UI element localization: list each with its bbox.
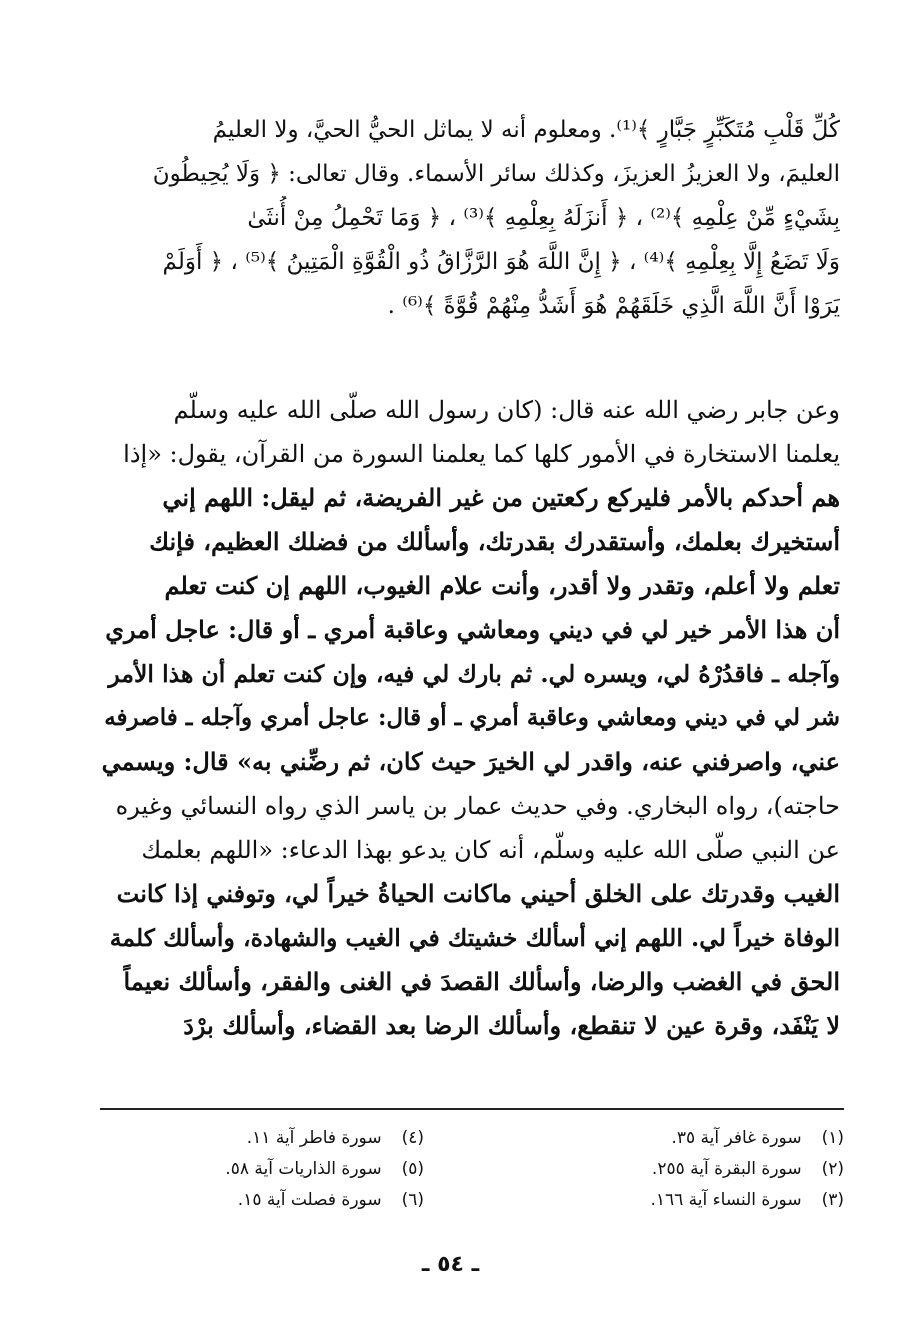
text-line: عن النبي صلّى الله عليه وسلّم، أنه كان يدعو بهذا الدعاء: «اللهم بعلمك <box>141 836 840 864</box>
text-line: يعلمنا الاستخارة في الأمور كلها كما يعلمنا السورة من القرآن، يقول: «إذا <box>123 440 840 468</box>
text-line: حاجته)، رواه البخاري. وفي حديث عمار بن ياسر الذي رواه النسائي وغيره <box>115 792 840 820</box>
footnote-text: سورة الذاريات آية ٥٨. <box>225 1159 382 1179</box>
text-line: عني، واصرفني عنه، واقدر لي الخيرَ حيث كان، ثم رضِّني به» قال: ويسمي <box>101 747 840 776</box>
text-line: وآجله ـ فاقدُرْهُ لي، ويسره لي. ثم بارك لي فيه، وإن كنت تعلم أن هذا الأمر <box>108 660 840 688</box>
text-line: لا يَنْفَد، وقرة عين لا تنقطع، وأسألك الرضا بعد القضاء، وأسألك برْدَ <box>183 1011 840 1040</box>
footnote-item <box>650 1188 844 1212</box>
text-line: كُلِّ قَلْبِ مُتَكَبِّرٍ جَبَّارٍ ﴾⁽¹⁾. ومعلوم أنه لا يماثل الحيُّ الحيَّ، ولا العليمُ <box>212 117 840 143</box>
text-line: العليمَ، ولا العزيزُ العزيزَ، وكذلك سائر الأسماء. وقال تعالى: ﴿ وَلَا يُحِيطُونَ <box>152 161 840 187</box>
footnote-divider <box>100 1108 844 1110</box>
footnote-text: سورة غافر آية ٣٥. <box>671 1128 802 1148</box>
text-line: الغيب وقدرتك على الخلق أحيني ماكانت الحياةُ خيراً لي، وتوفني إذا كانت <box>116 879 840 908</box>
text-line: الوفاة خيراً لي. اللهم إني أسألك خشيتك في الغيب والشهادة، وأسألك كلمة <box>109 924 840 952</box>
paragraph-quran-verses <box>100 108 840 328</box>
footnote-number: (٤) <box>401 1128 424 1148</box>
footnote-item <box>238 1188 424 1212</box>
footnote-item <box>225 1157 424 1181</box>
text-line: أستخيرك بعلمك، وأستقدرك بقدرتك، وأسألك من فضلك العظيم، فإنك <box>149 527 840 556</box>
footnote-text: سورة النساء آية ١٦٦. <box>650 1190 802 1210</box>
footnote-text: سورة فاطر آية ١١. <box>246 1128 382 1148</box>
footnote-number: (٥) <box>401 1159 424 1179</box>
footnote-number: (٢) <box>821 1159 844 1179</box>
footnotes <box>100 1122 844 1222</box>
text-line: هم أحدكم بالأمر فليركع ركعتين من غير الفريضة، ثم ليقل: اللهم إني <box>162 483 840 512</box>
text-line: وعن جابر رضي الله عنه قال: (كان رسول الله صلّى الله عليه وسلّم <box>173 396 840 424</box>
footnote-text: سورة فصلت آية ١٥. <box>237 1190 382 1210</box>
footnote-number: (١) <box>821 1128 844 1148</box>
text-line: وَلَا تَضَعُ إِلَّا بِعِلْمِهِ ﴾⁽⁴⁾ ، ﴿ إِنَّ اللَّهَ هُوَ الرَّزَّاقُ ذُو الْقُوَّةِ الْمَتِينُ ﴾⁽⁵⁾ ، ﴿ أَوَلَمْ <box>162 249 840 275</box>
footnote-number: (٣) <box>821 1190 844 1210</box>
footnote-item <box>652 1157 844 1181</box>
text-line: يَرَوْا أَنَّ اللَّهَ الَّذِي خَلَقَهُمْ هُوَ أَشَدُّ مِنْهُمْ قُوَّةً ﴾⁽⁶⁾ . <box>387 293 840 319</box>
page-number: ـ ٥٤ ـ <box>421 1252 480 1277</box>
footnote-text: سورة البقرة آية ٢٥٥. <box>651 1159 802 1179</box>
text-line: أن هذا الأمر خير لي في ديني ومعاشي وعاقبة أمري ـ أو قال: عاجل أمري <box>105 615 840 644</box>
footnote-number: (٦) <box>401 1190 424 1210</box>
text-line: الحق في الغضب والرضا، وأسألك القصدَ في الغنى والفقر، وأسألك نعيماً <box>123 967 840 996</box>
text-line: تعلم ولا أعلم، وتقدر ولا أقدر، وأنت علام الغيوب، اللهم إن كنت تعلم <box>164 571 840 600</box>
footnote-item <box>671 1126 844 1150</box>
text-line: بِشَيْءٍ مِّنْ عِلْمِهِ ﴾⁽²⁾ ، ﴿ أَنزَلَهُ بِعِلْمِهِ ﴾⁽³⁾ ، ﴿ وَمَا تَحْمِلُ مِنْ أُنثَىٰ <box>247 205 840 231</box>
footnote-item <box>247 1126 424 1150</box>
paragraph-istikhara-hadith <box>100 388 840 1048</box>
text-line: شر لي في ديني ومعاشي وعاقبة أمري ـ أو قال: عاجل أمري وآجله ـ فاصرفه <box>104 704 840 731</box>
